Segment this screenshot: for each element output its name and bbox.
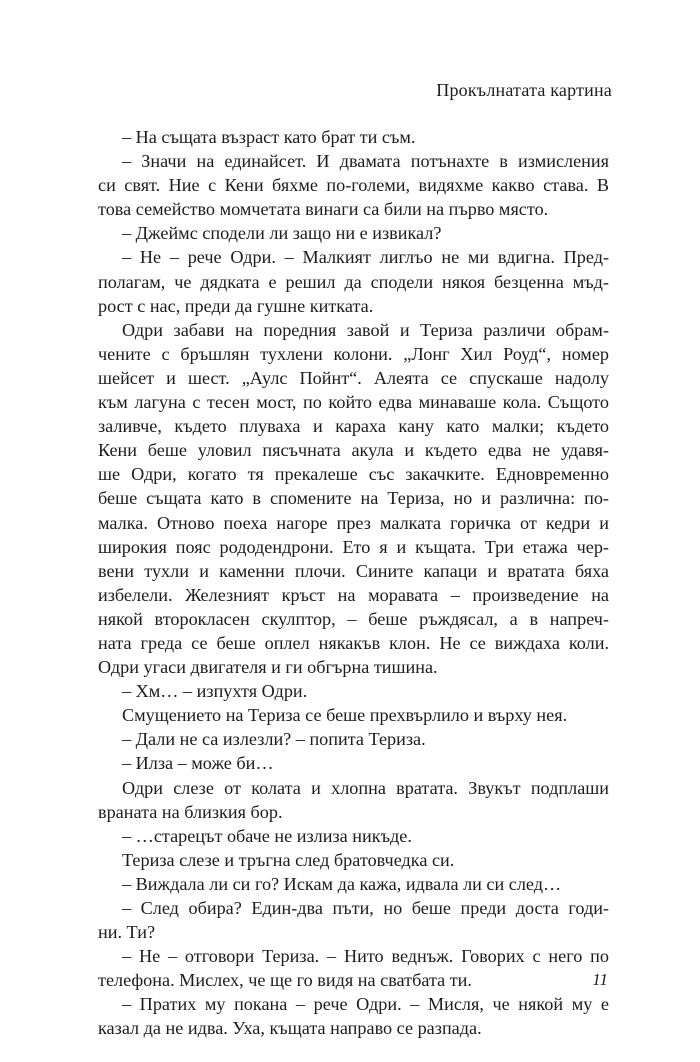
paragraph [98, 751, 609, 775]
text-line: – Пратих му покана – рече Одри. – Мисля, че някой му е [122, 994, 609, 1015]
paragraph [98, 703, 609, 727]
text-line: ни. Ти? [98, 922, 156, 943]
paragraph [98, 679, 609, 703]
text-line: – Илза – може би… [122, 753, 274, 774]
text-line: Териза слезе и тръгна след братовчедка си. [122, 849, 455, 870]
text-line: Смущението на Териза се беше прехвърлило и върху нея. [122, 705, 568, 726]
text-line: беше същата като в спомените на Териза, но и различна: по- [98, 488, 609, 509]
paragraph [98, 872, 609, 896]
text-line: някой второкласен скулптор, – беше ръждясал, а в напреч- [98, 608, 609, 629]
text-line: рост с нас, преди да гушне китката. [98, 295, 374, 316]
text-line: враната на близкия бор. [98, 801, 283, 822]
text-line: малка. Отново поеха нагоре през малката горичка от кедри и [98, 512, 609, 533]
text-line: ната греда се беше оплел някакъв клон. Не се виждаха коли. [98, 632, 609, 653]
text-line: – Хм… – изпухтя Одри. [122, 681, 308, 702]
text-line: – Не – рече Одри. – Малкият лиглъо не ми вдигна. Пред- [122, 247, 609, 268]
text-line: заливче, където плуваха и караха кану като малки; където [98, 416, 609, 437]
text-line: казал да не идва. Уха, къщата направо се разпада. [98, 1018, 482, 1039]
text-line: – Виждала ли си го? Искам да кажа, идвала ли си след… [122, 873, 562, 894]
paragraph [98, 944, 609, 992]
text-line: – След обира? Един-два пъти, но беше преди доста годи- [122, 898, 609, 918]
running-title: Прокълнатата картина [436, 80, 612, 100]
text-line: Кени беше уловил пясъчната акула и където едва не удавя- [98, 440, 609, 461]
text-line: това семейство момчетата винаги са били на първо място. [98, 199, 549, 220]
text-line: шейсет и шест. „Аулс Пойнт“. Алеята се спускаше надолу [98, 367, 609, 388]
paragraph [98, 776, 609, 824]
body-text [98, 125, 609, 1041]
text-line: избелели. Железният кръст на моравата – произведение на [98, 584, 609, 605]
text-line: – Дали не са излезли? – попита Териза. [122, 729, 426, 750]
paragraph [98, 245, 609, 317]
text-line: чените с бръшлян тухлени колони. „Лонг Хил Роуд“, номер [98, 343, 609, 364]
paragraph [98, 318, 609, 679]
text-line: – …старецът обаче не излиза никъде. [122, 825, 412, 846]
text-line: – Джеймс сподели ли защо ни е извикал? [122, 223, 442, 244]
paragraph [98, 727, 609, 751]
text-line: си свят. Ние с Кени бяхме по-големи, видяхме какво става. В [98, 175, 609, 196]
paragraph [98, 125, 609, 149]
text-line: – На същата възраст като брат ти съм. [122, 127, 416, 147]
paragraph [98, 896, 609, 944]
text-line: Одри угаси двигателя и ги обгърна тишина. [98, 657, 438, 678]
text-line: телефона. Мислех, че ще го видя на сватбата ти. [98, 970, 472, 991]
text-line: широкия пояс рододендрони. Ето я и къщата. Три етажа чер- [98, 536, 609, 557]
text-line: ше Одри, когато тя прекалеше със закачките. Едновременно [98, 464, 609, 485]
text-line: полагам, че дядката е решил да сподели някоя безценна мъд- [98, 271, 609, 292]
paragraph [98, 824, 609, 848]
text-line: – Не – отговори Териза. – Нито веднъж. Говорих с него по [122, 946, 609, 967]
text-line: Одри забави на поредния завой и Териза различи обрам- [122, 319, 609, 340]
paragraph [98, 992, 609, 1040]
text-line: Одри слезе от колата и хлопна вратата. Звукът подплаши [122, 777, 609, 798]
paragraph [98, 848, 609, 872]
paragraph [98, 221, 609, 245]
text-line: вени тухли и каменни плочи. Сините капаци и вратата бяха [98, 560, 609, 581]
text-line: – Значи на единайсет. И двамата потънахте в измисления [122, 151, 609, 172]
text-line: към лагуна с тесен мост, по който едва минаваше кола. Същото [98, 392, 609, 413]
paragraph [98, 149, 609, 221]
page-number: 11 [592, 970, 608, 989]
